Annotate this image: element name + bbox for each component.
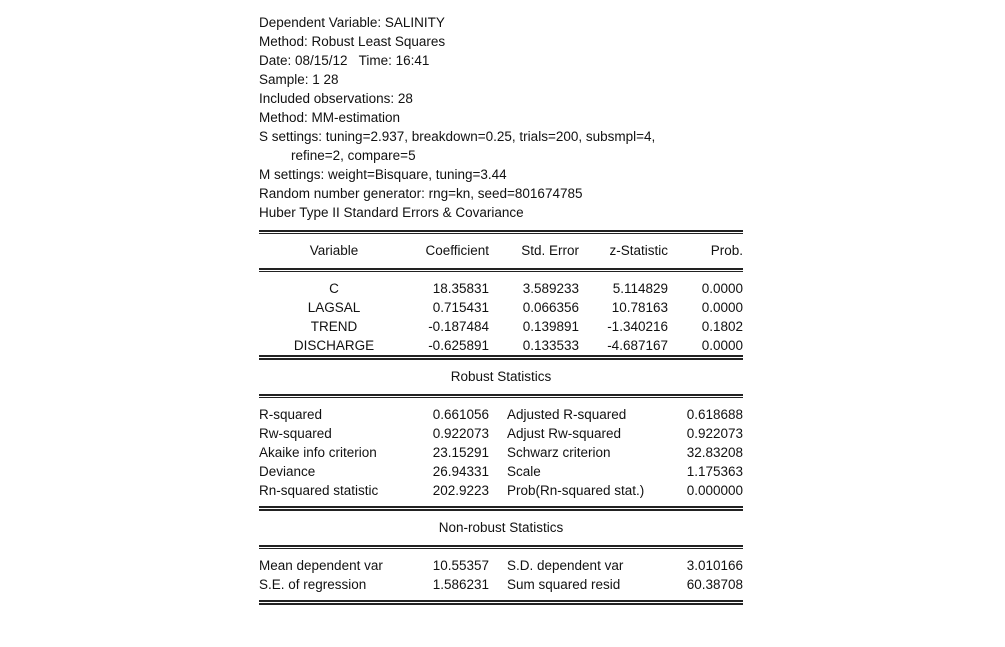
table-row	[259, 405, 743, 424]
column-header: Variable	[309, 243, 359, 258]
z-statistic-value: -1.340216	[607, 319, 668, 334]
column-header: z-Statistic	[609, 243, 668, 258]
std-error-value: 0.139891	[522, 319, 579, 334]
stat-label: Scale	[507, 464, 541, 479]
coefficient-table	[259, 234, 743, 268]
coefficient-header-row	[259, 234, 743, 268]
stat-value: 60.38708	[686, 577, 743, 592]
table-row	[259, 424, 743, 443]
prob-value: 0.1802	[701, 319, 743, 334]
sample-line: Sample: 1 28	[259, 72, 339, 87]
stat-value: 0.618688	[686, 407, 743, 422]
method-line: Method: Robust Least Squares	[259, 34, 446, 49]
stat-value: 202.9223	[432, 483, 489, 498]
robust-statistics-title: Robust Statistics	[450, 369, 552, 384]
variable-name: TREND	[310, 319, 358, 334]
stat-label: Mean dependent var	[259, 558, 383, 573]
table-row	[259, 336, 743, 355]
coefficient-value: -0.187484	[428, 319, 489, 334]
prob-value: 0.0000	[701, 300, 743, 315]
stat-label: Adjusted R-squared	[507, 407, 627, 422]
regression-output	[259, 13, 743, 605]
stat-value: 0.000000	[686, 483, 743, 498]
coefficient-table-body	[259, 279, 743, 355]
prob-value: 0.0000	[701, 281, 743, 296]
dependent-variable-line: Dependent Variable: SALINITY	[259, 15, 445, 30]
stat-value: 3.010166	[686, 558, 743, 573]
stat-value: 0.922073	[686, 426, 743, 441]
stat-value: 23.15291	[432, 445, 489, 460]
variable-name: DISCHARGE	[293, 338, 375, 353]
column-header: Prob.	[710, 243, 743, 258]
std-error-value: 0.066356	[522, 300, 579, 315]
s-settings-continued-line: refine=2, compare=5	[291, 148, 416, 163]
observations-line: Included observations: 28	[259, 91, 413, 106]
table-row	[259, 298, 743, 317]
date-time-line: Date: 08/15/12 Time: 16:41	[259, 53, 430, 68]
coefficient-value: 18.35831	[432, 281, 489, 296]
stat-label: S.E. of regression	[259, 577, 367, 592]
covariance-line: Huber Type II Standard Errors & Covariance	[259, 205, 524, 220]
robust-statistics-table	[259, 405, 743, 500]
estimation-method-line: Method: MM-estimation	[259, 110, 401, 125]
column-header: Coefficient	[425, 243, 489, 258]
nonrobust-statistics-title: Non-robust Statistics	[438, 520, 564, 535]
stat-label: Adjust Rw-squared	[507, 426, 622, 441]
m-settings-line: M settings: weight=Bisquare, tuning=3.44	[259, 167, 507, 182]
z-statistic-value: 5.114829	[612, 281, 668, 296]
table-row	[259, 556, 743, 575]
stat-label: Prob(Rn-squared stat.)	[507, 483, 645, 498]
std-error-value: 3.589233	[522, 281, 579, 296]
header-block	[259, 13, 743, 222]
rng-line: Random number generator: rng=kn, seed=801674785	[259, 186, 583, 201]
z-statistic-value: -4.687167	[607, 338, 668, 353]
stat-value: 1.175363	[686, 464, 743, 479]
table-rule	[259, 600, 743, 605]
stat-value: 26.94331	[432, 464, 489, 479]
stat-value: 32.83208	[686, 445, 743, 460]
stat-label: Deviance	[259, 464, 316, 479]
stat-label: Rw-squared	[259, 426, 332, 441]
stat-value: 1.586231	[432, 577, 489, 592]
variable-name: C	[329, 281, 339, 296]
s-settings-line: S settings: tuning=2.937, breakdown=0.25, trials=200, subsmpl=4,	[259, 129, 656, 144]
std-error-value: 0.133533	[522, 338, 579, 353]
table-row	[259, 443, 743, 462]
stat-label: Sum squared resid	[507, 577, 621, 592]
table-row	[259, 462, 743, 481]
nonrobust-statistics-table	[259, 556, 743, 594]
stat-value: 0.661056	[432, 407, 489, 422]
coefficient-value: -0.625891	[428, 338, 489, 353]
prob-value: 0.0000	[701, 338, 743, 353]
stat-label: Schwarz criterion	[507, 445, 611, 460]
table-row	[259, 317, 743, 336]
table-row	[259, 575, 743, 594]
stat-label: Rn-squared statistic	[259, 483, 379, 498]
stat-value: 10.55357	[432, 558, 489, 573]
table-row	[259, 279, 743, 298]
variable-name: LAGSAL	[307, 300, 361, 315]
column-header: Std. Error	[521, 243, 579, 258]
stat-value: 0.922073	[432, 426, 489, 441]
stat-label: R-squared	[259, 407, 323, 422]
table-row	[259, 481, 743, 500]
stat-label: Akaike info criterion	[259, 445, 377, 460]
stat-label: S.D. dependent var	[507, 558, 624, 573]
coefficient-value: 0.715431	[432, 300, 489, 315]
z-statistic-value: 10.78163	[611, 300, 668, 315]
